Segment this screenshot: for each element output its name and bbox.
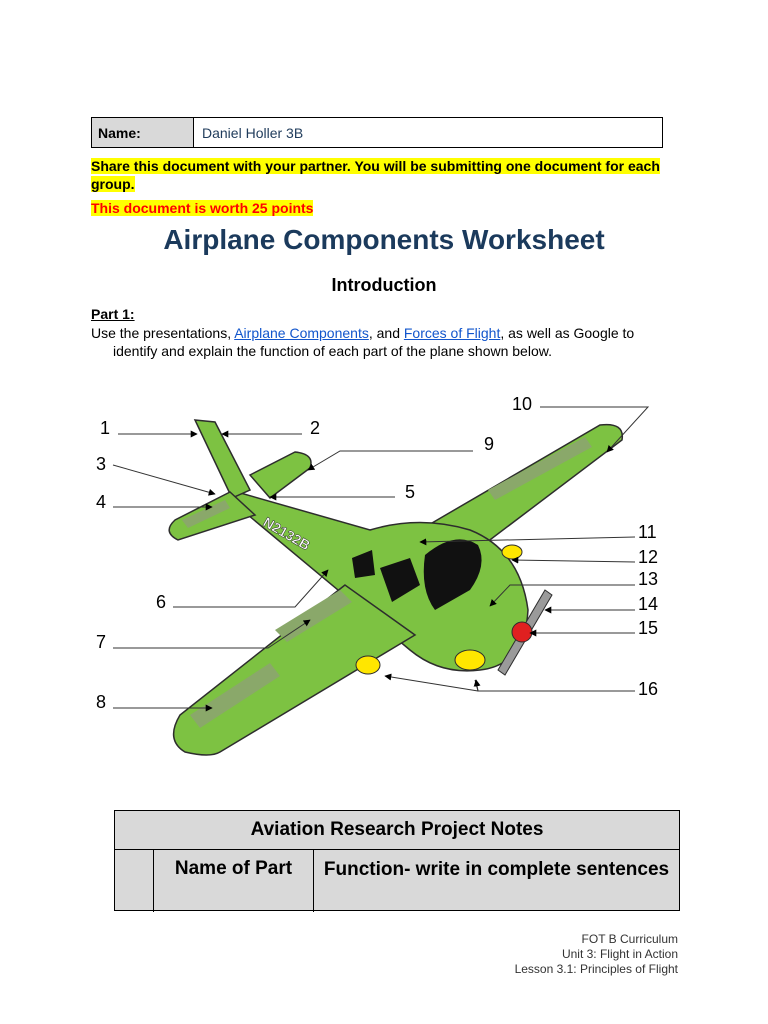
- footer-curriculum: FOT B Curriculum: [581, 932, 678, 946]
- share-notice: [91, 157, 671, 193]
- callout-13: 13: [638, 569, 659, 589]
- notes-table-column-row: [115, 850, 679, 912]
- right-wheel-fairing: [502, 545, 522, 559]
- callout-4: 4: [96, 492, 107, 512]
- callout-12: 12: [638, 547, 659, 567]
- section-title: Introduction: [331, 275, 437, 295]
- callout-15: 15: [638, 618, 659, 638]
- name-value[interactable]: Daniel Holler 3B: [202, 125, 304, 141]
- callout-1: 1: [100, 418, 111, 438]
- spinner: [512, 622, 532, 642]
- left-wing: [174, 585, 415, 755]
- right-stabilizer: [250, 452, 311, 498]
- instructions-text-after: , as well as Google to: [500, 325, 635, 341]
- left-wheel-fairing: [356, 656, 380, 674]
- worth-notice: [91, 200, 313, 216]
- callout-5: 5: [405, 482, 416, 502]
- airplane-components-link[interactable]: Airplane Components: [234, 325, 369, 341]
- worth-notice-text: This document is worth 25 points: [91, 200, 314, 216]
- name-of-part-header: Name of Part: [154, 850, 314, 912]
- forces-of-flight-link[interactable]: Forces of Flight: [403, 325, 501, 341]
- page-title: Airplane Components Worksheet: [163, 224, 605, 255]
- airplane-diagram: [0, 380, 768, 770]
- airplane-illustration: [169, 420, 622, 755]
- instructions: [91, 324, 691, 360]
- tail-number: N2132B: [260, 513, 313, 554]
- footer-lesson: Lesson 3.1: Principles of Flight: [514, 962, 678, 976]
- callout-6: 6: [156, 592, 167, 612]
- name-label: Name:: [92, 118, 194, 147]
- instructions-line2: identify and explain the function of each part of the plane shown below.: [113, 343, 552, 359]
- callout-2: 2: [310, 418, 321, 438]
- number-column-header: [115, 850, 154, 912]
- callout-3: 3: [96, 454, 107, 474]
- notes-table: [114, 810, 680, 911]
- part1-heading: Part 1:: [91, 306, 135, 322]
- instructions-text-mid: , and: [368, 325, 404, 341]
- callout-10: 10: [512, 394, 533, 414]
- notes-table-header: Aviation Research Project Notes: [115, 811, 679, 850]
- vertical-stabilizer: [195, 420, 250, 498]
- callout-11: 11: [638, 522, 657, 542]
- share-notice-text: Share this document with your partner. You will be submitting one document for each group.: [91, 158, 660, 192]
- instructions-text-before: Use the presentations,: [91, 325, 235, 341]
- nose-wheel-fairing: [455, 650, 485, 670]
- footer-unit: Unit 3: Flight in Action: [561, 947, 678, 961]
- callout-8: 8: [96, 692, 107, 712]
- callout-9: 9: [484, 434, 495, 454]
- callout-16: 16: [638, 679, 659, 699]
- page-footer: [515, 932, 678, 977]
- callout-7: 7: [96, 632, 107, 652]
- callout-14: 14: [638, 594, 659, 614]
- name-table: [91, 117, 663, 148]
- function-header: Function- write in complete sentences: [323, 859, 670, 880]
